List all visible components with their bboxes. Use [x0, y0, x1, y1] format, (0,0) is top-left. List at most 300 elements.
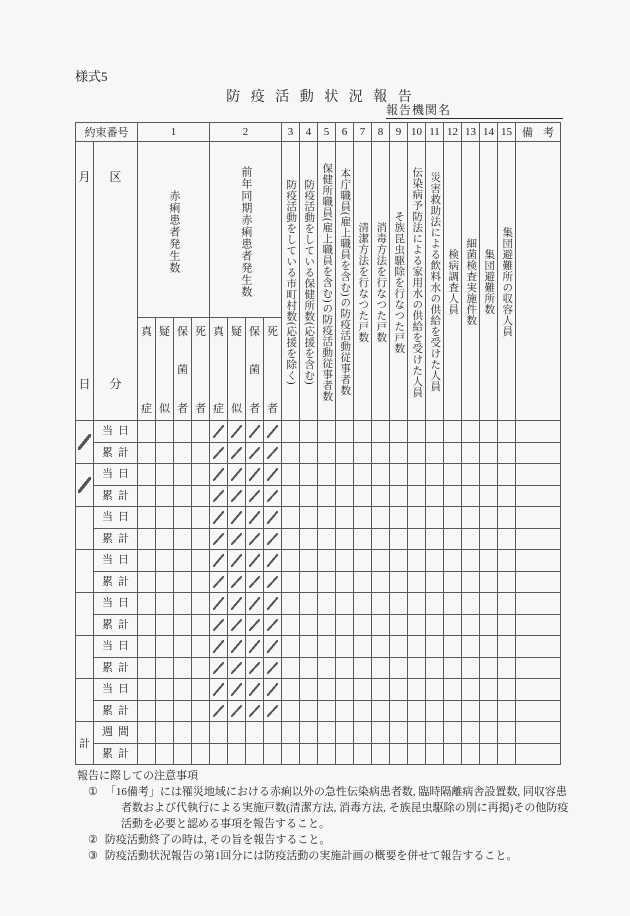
table-row: [76, 485, 561, 507]
column-11-number: 11: [426, 123, 444, 142]
data-entry-cell: [336, 657, 354, 679]
data-entry-cell: [174, 679, 192, 701]
data-entry-cell: [174, 464, 192, 486]
data-entry-cell: [408, 700, 426, 722]
data-entry-cell: [192, 528, 210, 550]
table-row: [76, 507, 561, 529]
data-entry-cell: [390, 614, 408, 636]
data-entry-cell: [372, 442, 390, 464]
remarks-cell: [516, 550, 561, 572]
crossed-out-cell: [228, 593, 246, 615]
data-entry-cell: [498, 614, 516, 636]
data-entry-cell: [192, 421, 210, 443]
data-entry-cell: [462, 421, 480, 443]
data-entry-cell: [498, 722, 516, 744]
data-entry-cell: [408, 485, 426, 507]
crossed-out-cell: [228, 485, 246, 507]
data-entry-cell: [300, 722, 318, 744]
data-entry-cell: [210, 743, 228, 765]
data-entry-cell: [156, 657, 174, 679]
data-entry-cell: [336, 528, 354, 550]
table-row: [76, 571, 561, 593]
note-number: ③: [88, 850, 98, 862]
crossed-out-cell: [264, 571, 282, 593]
data-entry-cell: [372, 700, 390, 722]
data-entry-cell: [498, 507, 516, 529]
data-entry-cell: [156, 636, 174, 658]
data-entry-cell: [444, 636, 462, 658]
crossed-out-cell: [246, 614, 264, 636]
crossed-out-cell: [210, 593, 228, 615]
column-8-number: 8: [372, 123, 390, 142]
data-entry-cell: [372, 528, 390, 550]
group-label-row: [76, 142, 561, 318]
data-entry-cell: [498, 485, 516, 507]
remarks-header: 備 考: [516, 123, 561, 142]
group1-sub-carrier: 保 菌 者: [174, 318, 192, 421]
data-entry-cell: [354, 507, 372, 529]
month-day-value-cell: [76, 421, 94, 464]
crossed-out-cell: [228, 528, 246, 550]
data-entry-cell: [444, 593, 462, 615]
data-entry-cell: [444, 614, 462, 636]
crossed-out-cell: [228, 700, 246, 722]
data-entry-cell: [480, 507, 498, 529]
note-number: ①: [88, 786, 98, 798]
crossed-out-cell: [264, 636, 282, 658]
data-entry-cell: [408, 464, 426, 486]
crossed-out-cell: [210, 464, 228, 486]
data-entry-cell: [390, 722, 408, 744]
data-entry-cell: [300, 636, 318, 658]
agency-name-field: [386, 101, 563, 119]
remarks-cell: [516, 507, 561, 529]
data-entry-cell: [462, 485, 480, 507]
data-entry-cell: [282, 657, 300, 679]
data-entry-cell: [300, 614, 318, 636]
table-row: [76, 593, 561, 615]
data-entry-cell: [138, 571, 156, 593]
data-entry-cell: [174, 614, 192, 636]
data-entry-cell: [318, 528, 336, 550]
crossed-out-cell: [264, 550, 282, 572]
remarks-cell: [516, 442, 561, 464]
group1-sub-suspected: 疑 似: [156, 318, 174, 421]
data-entry-cell: [282, 464, 300, 486]
data-entry-cell: [480, 722, 498, 744]
data-entry-cell: [354, 743, 372, 765]
data-entry-cell: [138, 700, 156, 722]
remarks-cell: [516, 657, 561, 679]
column-5-number: 5: [318, 123, 336, 142]
data-entry-cell: [282, 550, 300, 572]
data-entry-cell: [156, 485, 174, 507]
data-entry-cell: [480, 700, 498, 722]
remarks-cell: [516, 528, 561, 550]
crossed-out-cell: [228, 636, 246, 658]
data-entry-cell: [300, 528, 318, 550]
data-entry-cell: [354, 679, 372, 701]
data-entry-cell: [156, 614, 174, 636]
data-entry-cell: [354, 614, 372, 636]
row-type-label: 累 計: [94, 700, 138, 722]
data-entry-cell: [138, 550, 156, 572]
data-entry-cell: [192, 743, 210, 765]
row-type-label: 当 日: [94, 636, 138, 658]
data-entry-cell: [480, 421, 498, 443]
data-entry-cell: [462, 722, 480, 744]
note-item: [75, 784, 575, 832]
data-entry-cell: [192, 593, 210, 615]
crossed-out-cell: [228, 614, 246, 636]
data-entry-cell: [336, 485, 354, 507]
data-entry-cell: [138, 464, 156, 486]
data-entry-cell: [138, 442, 156, 464]
column-9-number: 9: [390, 123, 408, 142]
data-entry-cell: [498, 528, 516, 550]
data-entry-cell: [462, 679, 480, 701]
data-entry-cell: [462, 614, 480, 636]
data-entry-cell: [444, 700, 462, 722]
data-entry-cell: [498, 679, 516, 701]
remarks-cell: [516, 722, 561, 744]
data-entry-cell: [264, 743, 282, 765]
data-entry-cell: [300, 700, 318, 722]
data-entry-cell: [174, 593, 192, 615]
data-entry-cell: [480, 743, 498, 765]
table-row: [76, 614, 561, 636]
data-entry-cell: [174, 507, 192, 529]
crossed-out-cell: [246, 636, 264, 658]
data-entry-cell: [300, 421, 318, 443]
table-row: [76, 464, 561, 486]
column-11-header: 災害救助法による飲料水の供給を受けた人員: [426, 142, 444, 421]
data-entry-cell: [372, 571, 390, 593]
data-entry-cell: [372, 679, 390, 701]
data-entry-cell: [408, 657, 426, 679]
crossed-out-cell: [228, 442, 246, 464]
note-text: 防疫活動終了の時は, その旨を報告すること。: [104, 834, 331, 846]
column-4-number: 4: [300, 123, 318, 142]
data-entry-cell: [138, 743, 156, 765]
data-entry-cell: [318, 657, 336, 679]
data-entry-cell: [282, 614, 300, 636]
data-entry-cell: [408, 421, 426, 443]
crossed-out-cell: [246, 657, 264, 679]
day-label: 日: [78, 377, 91, 391]
data-entry-cell: [444, 485, 462, 507]
column-3-header: 防疫活動をしている市町村数(応援を除く): [282, 142, 300, 421]
crossed-out-cell: [246, 507, 264, 529]
data-entry-cell: [354, 571, 372, 593]
data-entry-cell: [426, 571, 444, 593]
crossed-out-cell: [264, 614, 282, 636]
data-entry-cell: [336, 421, 354, 443]
crossed-out-cell: [210, 485, 228, 507]
column-6-number: 6: [336, 123, 354, 142]
table-row: [76, 442, 561, 464]
data-entry-cell: [390, 743, 408, 765]
data-entry-cell: [480, 442, 498, 464]
data-entry-cell: [282, 593, 300, 615]
group2-sub-deaths: 死 者: [264, 318, 282, 421]
column-10-number: 10: [408, 123, 426, 142]
crossed-out-cell: [210, 507, 228, 529]
data-entry-cell: [192, 722, 210, 744]
data-entry-cell: [444, 550, 462, 572]
column-number-row: [76, 123, 561, 142]
data-entry-cell: [354, 421, 372, 443]
data-entry-cell: [318, 507, 336, 529]
data-entry-cell: [372, 464, 390, 486]
data-entry-cell: [390, 550, 408, 572]
table-row: [76, 421, 561, 443]
remarks-header-body: [516, 142, 561, 421]
notes-heading: 報告に際しての注意事項: [77, 770, 198, 782]
data-entry-cell: [408, 593, 426, 615]
data-entry-cell: [192, 485, 210, 507]
data-entry-cell: [354, 485, 372, 507]
data-entry-cell: [426, 528, 444, 550]
data-entry-cell: [192, 550, 210, 572]
month-day-value-cell: [76, 636, 94, 679]
crossed-out-cell: [210, 528, 228, 550]
column-15-number: 15: [498, 123, 516, 142]
data-entry-cell: [372, 485, 390, 507]
crossed-out-cell: [246, 528, 264, 550]
crossed-out-cell: [264, 679, 282, 701]
crossed-out-cell: [264, 700, 282, 722]
note-text: 防疫活動状況報告の第1回分には防疫活動の実施計画の概要を併せて報告すること。: [104, 850, 518, 862]
data-entry-cell: [390, 700, 408, 722]
data-entry-cell: [156, 571, 174, 593]
data-entry-cell: [174, 571, 192, 593]
report-table: [75, 122, 561, 765]
data-entry-cell: [372, 743, 390, 765]
data-entry-cell: [336, 442, 354, 464]
table-row: [76, 700, 561, 722]
data-entry-cell: [426, 485, 444, 507]
data-entry-cell: [480, 485, 498, 507]
row-type-label: 累 計: [94, 743, 138, 765]
column-12-header: 検病調査人員: [444, 142, 462, 421]
data-entry-cell: [498, 464, 516, 486]
data-entry-cell: [156, 700, 174, 722]
column-3-number: 3: [282, 123, 300, 142]
row-type-label: 当 日: [94, 593, 138, 615]
data-entry-cell: [462, 507, 480, 529]
data-entry-cell: [354, 657, 372, 679]
row-type-label: 当 日: [94, 507, 138, 529]
remarks-cell: [516, 614, 561, 636]
data-entry-cell: [480, 657, 498, 679]
crossed-out-cell: [264, 442, 282, 464]
data-entry-cell: [282, 679, 300, 701]
data-entry-cell: [174, 722, 192, 744]
crossed-out-cell: [210, 657, 228, 679]
data-entry-cell: [426, 507, 444, 529]
month-day-value-cell: [76, 679, 94, 722]
data-entry-cell: [408, 679, 426, 701]
data-entry-cell: [282, 485, 300, 507]
crossed-out-cell: [210, 614, 228, 636]
note-item: [75, 848, 575, 864]
data-entry-cell: [480, 679, 498, 701]
data-entry-cell: [336, 507, 354, 529]
data-entry-cell: [156, 421, 174, 443]
data-entry-cell: [408, 571, 426, 593]
data-entry-cell: [192, 636, 210, 658]
data-entry-cell: [390, 636, 408, 658]
data-entry-cell: [408, 550, 426, 572]
data-entry-cell: [300, 657, 318, 679]
month-day-value-cell: [76, 593, 94, 636]
data-entry-cell: [498, 743, 516, 765]
data-entry-cell: [462, 571, 480, 593]
contract-number-header: 約束番号: [76, 123, 138, 142]
row-type-label: 累 計: [94, 442, 138, 464]
crossed-out-cell: [228, 550, 246, 572]
data-entry-cell: [444, 657, 462, 679]
data-entry-cell: [390, 507, 408, 529]
data-entry-cell: [444, 743, 462, 765]
data-entry-cell: [480, 550, 498, 572]
data-entry-cell: [210, 722, 228, 744]
data-entry-cell: [318, 421, 336, 443]
crossed-out-cell: [246, 464, 264, 486]
column-8-header: 消毒方法を行なつた戸数: [372, 142, 390, 421]
data-entry-cell: [138, 528, 156, 550]
data-entry-cell: [444, 679, 462, 701]
data-entry-cell: [192, 614, 210, 636]
data-entry-cell: [336, 679, 354, 701]
data-entry-cell: [426, 743, 444, 765]
group1-sub-true-case: 真 症: [138, 318, 156, 421]
data-entry-cell: [372, 614, 390, 636]
data-entry-cell: [282, 507, 300, 529]
row-type-label: 累 計: [94, 528, 138, 550]
data-entry-cell: [372, 636, 390, 658]
row-type-label: 累 計: [94, 571, 138, 593]
crossed-out-cell: [228, 464, 246, 486]
data-entry-cell: [354, 550, 372, 572]
remarks-cell: [516, 593, 561, 615]
data-entry-cell: [480, 614, 498, 636]
table-row: [76, 657, 561, 679]
data-entry-cell: [426, 442, 444, 464]
crossed-out-cell: [246, 550, 264, 572]
data-entry-cell: [462, 593, 480, 615]
agency-name-label: 報告機関名: [386, 103, 452, 117]
data-entry-cell: [426, 636, 444, 658]
data-entry-cell: [336, 743, 354, 765]
group2-header: 前年同期赤痢患者発生数: [210, 142, 282, 318]
data-entry-cell: [192, 571, 210, 593]
remarks-cell: [516, 571, 561, 593]
group2-sub-suspected: 疑 似: [228, 318, 246, 421]
data-entry-cell: [480, 464, 498, 486]
data-entry-cell: [300, 464, 318, 486]
crossed-out-cell: [264, 485, 282, 507]
data-entry-cell: [138, 507, 156, 529]
data-entry-cell: [300, 679, 318, 701]
crossed-out-cell: [228, 571, 246, 593]
month-day-header: [76, 142, 94, 421]
row-type-label: 当 日: [94, 679, 138, 701]
data-entry-cell: [498, 636, 516, 658]
month-day-value-cell: [76, 464, 94, 507]
column-7-header: 清潔方法を行なつた戸数: [354, 142, 372, 421]
data-entry-cell: [444, 507, 462, 529]
data-entry-cell: [282, 421, 300, 443]
data-entry-cell: [318, 679, 336, 701]
crossed-out-cell: [246, 571, 264, 593]
data-entry-cell: [318, 464, 336, 486]
note-number: ②: [88, 834, 98, 846]
data-entry-cell: [264, 722, 282, 744]
data-entry-cell: [390, 679, 408, 701]
data-entry-cell: [480, 636, 498, 658]
data-entry-cell: [192, 700, 210, 722]
data-entry-cell: [444, 421, 462, 443]
data-entry-cell: [300, 593, 318, 615]
data-entry-cell: [480, 593, 498, 615]
data-entry-cell: [372, 507, 390, 529]
data-entry-cell: [138, 593, 156, 615]
group2-sub-true-case: 真 症: [210, 318, 228, 421]
data-entry-cell: [408, 528, 426, 550]
total-label-cell: 計: [76, 722, 94, 765]
group1-header: 赤痢患者発生数: [138, 142, 210, 318]
data-entry-cell: [408, 614, 426, 636]
data-entry-cell: [156, 464, 174, 486]
crossed-out-cell: [264, 593, 282, 615]
data-entry-cell: [336, 636, 354, 658]
data-entry-cell: [372, 657, 390, 679]
data-entry-cell: [300, 571, 318, 593]
data-entry-cell: [426, 593, 444, 615]
data-entry-cell: [444, 528, 462, 550]
data-entry-cell: [354, 593, 372, 615]
data-entry-cell: [390, 571, 408, 593]
data-entry-cell: [372, 593, 390, 615]
remarks-cell: [516, 679, 561, 701]
note-item: [75, 832, 575, 848]
crossed-out-cell: [264, 528, 282, 550]
crossed-out-cell: [246, 593, 264, 615]
data-entry-cell: [336, 722, 354, 744]
data-entry-cell: [138, 657, 156, 679]
crossed-out-cell: [228, 507, 246, 529]
data-entry-cell: [390, 593, 408, 615]
data-entry-cell: [354, 442, 372, 464]
data-entry-cell: [318, 636, 336, 658]
data-entry-cell: [372, 722, 390, 744]
data-entry-cell: [228, 743, 246, 765]
data-entry-cell: [462, 464, 480, 486]
crossed-out-cell: [210, 442, 228, 464]
data-entry-cell: [336, 550, 354, 572]
crossed-out-cell: [210, 571, 228, 593]
column-5-header: 保健所職員(雇上職員を含む)の防疫活動従事者数: [318, 142, 336, 421]
data-entry-cell: [444, 722, 462, 744]
data-entry-cell: [426, 657, 444, 679]
data-entry-cell: [462, 743, 480, 765]
data-entry-cell: [138, 679, 156, 701]
crossed-out-cell: [246, 485, 264, 507]
table-row: [76, 550, 561, 572]
column-7-number: 7: [354, 123, 372, 142]
